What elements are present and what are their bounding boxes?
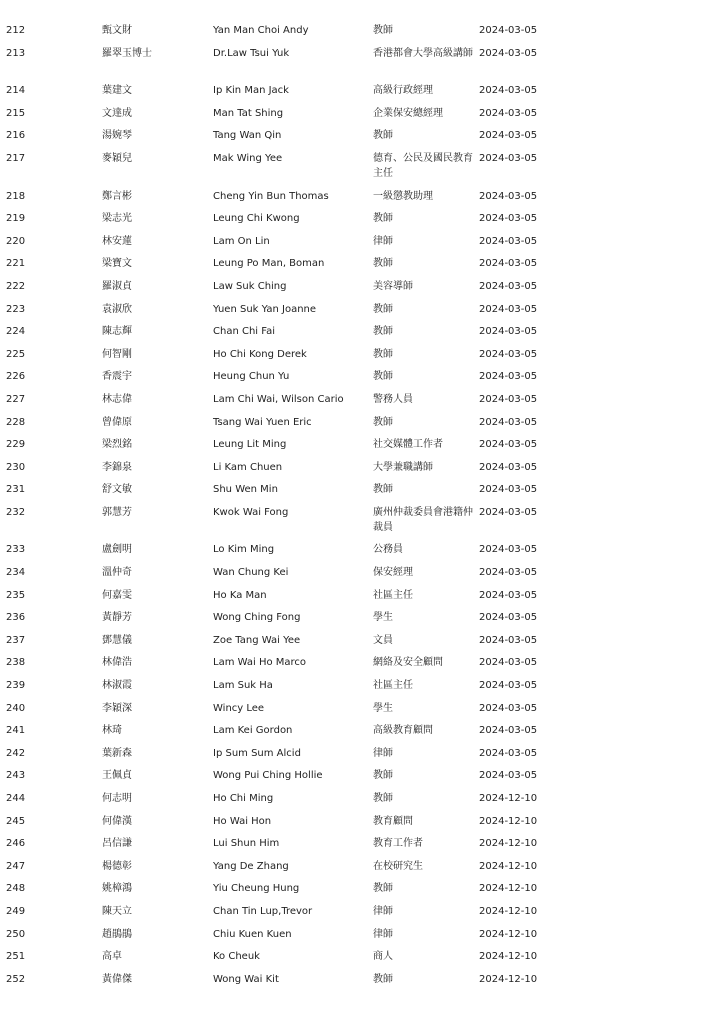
occupation-cell: 在校研究生: [373, 860, 423, 872]
table-row: [0, 565, 724, 588]
row-number-cell: 227: [6, 393, 26, 405]
date-cell: 2024-03-05: [479, 280, 538, 292]
row-number-cell: 243: [6, 770, 26, 782]
occupation-cell: 大學兼職講師: [373, 461, 433, 473]
table-row: [0, 655, 724, 678]
date-cell: 2024-03-05: [479, 107, 538, 119]
table-row: [0, 723, 724, 746]
table-row: [0, 881, 724, 904]
chinese-name-cell: 舒文敏: [102, 484, 132, 496]
date-cell: 2024-12-10: [479, 860, 538, 872]
table-row: [0, 234, 724, 257]
date-cell: 2024-03-05: [479, 770, 538, 782]
occupation-cell: 教師: [373, 484, 393, 496]
chinese-name-cell: 何偉漢: [102, 815, 132, 827]
row-number-cell: 215: [6, 107, 26, 119]
date-cell: 2024-03-05: [479, 152, 538, 164]
date-cell: 2024-12-10: [479, 951, 538, 963]
english-name-cell: Wong Pui Ching Hollie: [213, 770, 323, 782]
chinese-name-cell: 湯婉琴: [102, 130, 132, 142]
chinese-name-cell: 姚樟鴻: [102, 883, 132, 895]
english-name-cell: Lam On Lin: [213, 235, 270, 247]
occupation-cell: 教師: [373, 973, 393, 985]
date-cell: 2024-03-05: [479, 544, 538, 556]
chinese-name-cell: 趙鵑鵑: [102, 928, 132, 940]
table-row: [0, 347, 724, 370]
date-cell: 2024-12-10: [479, 815, 538, 827]
english-name-cell: Shu Wen Min: [213, 484, 278, 496]
occupation-cell: 文員: [373, 634, 393, 646]
row-number-cell: 239: [6, 680, 26, 692]
table-row: [0, 746, 724, 769]
chinese-name-cell: 鄭言彬: [102, 190, 132, 202]
english-name-cell: Leung Lit Ming: [213, 439, 287, 451]
occupation-cell: 企業保安總經理: [373, 107, 443, 119]
row-number-cell: 232: [6, 506, 26, 518]
chinese-name-cell: 王佩貞: [102, 770, 132, 782]
date-cell: 2024-03-05: [479, 439, 538, 451]
table-row: [0, 256, 724, 279]
row-number-cell: 231: [6, 484, 26, 496]
date-cell: 2024-03-05: [479, 657, 538, 669]
chinese-name-cell: 溫仲奇: [102, 567, 132, 579]
english-name-cell: Yang De Zhang: [213, 860, 289, 872]
table-row: [0, 904, 724, 927]
occupation-cell: 教師: [373, 371, 393, 383]
chinese-name-cell: 葉建文: [102, 85, 132, 97]
occupation-cell: 高級教育顧問: [373, 725, 433, 737]
row-number-cell: 241: [6, 725, 26, 737]
occupation-cell: 公務員: [373, 544, 403, 556]
row-number-cell: 235: [6, 589, 26, 601]
english-name-cell: Leung Po Man, Boman: [213, 258, 325, 270]
english-name-cell: Tsang Wai Yuen Eric: [213, 416, 312, 428]
occupation-cell: 保安經理: [373, 567, 413, 579]
english-name-cell: Cheng Yin Bun Thomas: [213, 190, 329, 202]
english-name-cell: Chan Chi Fai: [213, 326, 275, 338]
table-row: [0, 211, 724, 234]
english-name-cell: Ko Cheuk: [213, 951, 260, 963]
occupation-cell: 社交媒體工作者: [373, 439, 443, 451]
occupation-cell: 教育工作者: [373, 838, 423, 850]
english-name-cell: Zoe Tang Wai Yee: [213, 634, 301, 646]
date-cell: 2024-03-05: [479, 258, 538, 270]
table-row: [0, 814, 724, 837]
table-row: [0, 128, 724, 151]
date-cell: 2024-03-05: [479, 303, 538, 315]
chinese-name-cell: 香震宇: [102, 371, 132, 383]
table-row: [0, 83, 724, 106]
date-cell: 2024-03-05: [479, 612, 538, 624]
member-table: [0, 23, 724, 994]
chinese-name-cell: 陳天立: [102, 905, 132, 917]
occupation-cell: 德育、公民及國民教育主任: [373, 152, 473, 179]
row-number-cell: 229: [6, 439, 26, 451]
row-number-cell: 219: [6, 213, 26, 225]
row-number-cell: 213: [6, 47, 26, 59]
chinese-name-cell: 林安蓮: [102, 235, 132, 247]
table-row: [0, 279, 724, 302]
english-name-cell: Chiu Kuen Kuen: [213, 928, 292, 940]
table-row: [0, 791, 724, 814]
date-cell: 2024-03-05: [479, 130, 538, 142]
table-row: [0, 23, 724, 46]
occupation-cell: 教師: [373, 303, 393, 315]
english-name-cell: Yuen Suk Yan Joanne: [213, 303, 317, 315]
occupation-cell: 廣州仲裁委員會港籍仲裁員: [373, 506, 473, 533]
date-cell: 2024-03-05: [479, 506, 538, 518]
chinese-name-cell: 李穎深: [102, 702, 132, 714]
occupation-cell: 教育顧問: [373, 815, 413, 827]
row-number-cell: 212: [6, 25, 26, 36]
table-row: [0, 46, 724, 84]
row-number-cell: 224: [6, 326, 26, 338]
english-name-cell: Tang Wan Qin: [213, 130, 282, 142]
chinese-name-cell: 林琦: [102, 725, 122, 737]
occupation-cell: 教師: [373, 793, 393, 804]
occupation-cell: 社區主任: [373, 589, 413, 601]
row-number-cell: 220: [6, 235, 26, 247]
row-number-cell: 230: [6, 461, 26, 473]
english-name-cell: Ho Chi Kong Derek: [213, 348, 307, 360]
occupation-cell: 教師: [373, 416, 393, 428]
chinese-name-cell: 甄文財: [102, 25, 132, 36]
english-name-cell: Li Kam Chuen: [213, 461, 283, 473]
table-row: [0, 324, 724, 347]
table-row: [0, 610, 724, 633]
occupation-cell: 教師: [373, 213, 393, 225]
occupation-cell: 律師: [373, 905, 393, 917]
chinese-name-cell: 李錦泉: [102, 461, 132, 473]
english-name-cell: Yan Man Choi Andy: [213, 25, 309, 36]
occupation-cell: 警務人員: [373, 393, 413, 405]
english-name-cell: Mak Wing Yee: [213, 152, 283, 164]
row-number-cell: 221: [6, 258, 26, 270]
date-cell: 2024-03-05: [479, 484, 538, 496]
chinese-name-cell: 文達成: [102, 107, 132, 119]
table-row: [0, 927, 724, 950]
table-row: [0, 633, 724, 656]
date-cell: 2024-03-05: [479, 567, 538, 579]
chinese-name-cell: 梁烈銘: [102, 439, 132, 451]
table-row: [0, 542, 724, 565]
english-name-cell: Ip Kin Man Jack: [213, 85, 289, 97]
row-number-cell: 244: [6, 793, 26, 804]
date-cell: 2024-03-05: [479, 371, 538, 383]
row-number-cell: 245: [6, 815, 26, 827]
english-name-cell: Wincy Lee: [213, 702, 265, 714]
occupation-cell: 律師: [373, 747, 393, 759]
occupation-cell: 商人: [373, 951, 393, 963]
row-number-cell: 246: [6, 838, 26, 850]
date-cell: 2024-03-05: [479, 348, 538, 360]
chinese-name-cell: 葉新森: [102, 747, 132, 759]
chinese-name-cell: 何智剛: [102, 348, 132, 360]
table-row: [0, 505, 724, 543]
chinese-name-cell: 羅淑貞: [102, 280, 132, 292]
date-cell: 2024-12-10: [479, 883, 538, 895]
table-row: [0, 106, 724, 129]
date-cell: 2024-03-05: [479, 680, 538, 692]
chinese-name-cell: 何志明: [102, 793, 132, 804]
occupation-cell: 教師: [373, 25, 393, 36]
row-number-cell: 226: [6, 371, 26, 383]
date-cell: 2024-12-10: [479, 973, 538, 985]
date-cell: 2024-03-05: [479, 393, 538, 405]
date-cell: 2024-03-05: [479, 634, 538, 646]
chinese-name-cell: 鄧慧儀: [102, 634, 132, 646]
row-number-cell: 236: [6, 612, 26, 624]
row-number-cell: 251: [6, 951, 26, 963]
date-cell: 2024-03-05: [479, 235, 538, 247]
row-number-cell: 228: [6, 416, 26, 428]
date-cell: 2024-03-05: [479, 326, 538, 338]
row-number-cell: 233: [6, 544, 26, 556]
table-row: [0, 588, 724, 611]
row-number-cell: 248: [6, 883, 26, 895]
date-cell: 2024-03-05: [479, 725, 538, 737]
table-row: [0, 678, 724, 701]
row-number-cell: 218: [6, 190, 26, 202]
chinese-name-cell: 林志偉: [102, 393, 132, 405]
row-number-cell: 247: [6, 860, 26, 872]
chinese-name-cell: 陳志輝: [102, 326, 132, 338]
chinese-name-cell: 黃靜芳: [102, 612, 132, 624]
row-number-cell: 223: [6, 303, 26, 315]
english-name-cell: Heung Chun Yu: [213, 371, 290, 383]
english-name-cell: Ip Sum Sum Alcid: [213, 747, 301, 759]
occupation-cell: 教師: [373, 883, 393, 895]
table-row: [0, 302, 724, 325]
occupation-cell: 網絡及安全顧問: [373, 657, 443, 669]
date-cell: 2024-12-10: [479, 928, 538, 940]
occupation-cell: 教師: [373, 130, 393, 142]
occupation-cell: 教師: [373, 770, 393, 782]
date-cell: 2024-03-05: [479, 702, 538, 714]
chinese-name-cell: 梁寶文: [102, 258, 132, 270]
occupation-cell: 教師: [373, 258, 393, 270]
row-number-cell: 234: [6, 567, 26, 579]
chinese-name-cell: 林淑霞: [102, 680, 132, 692]
english-name-cell: Dr.Law Tsui Yuk: [213, 47, 290, 59]
chinese-name-cell: 郭慧芳: [102, 506, 132, 518]
occupation-cell: 美容導師: [373, 280, 413, 292]
table-row: [0, 859, 724, 882]
english-name-cell: Lam Kei Gordon: [213, 725, 293, 737]
date-cell: 2024-03-05: [479, 47, 538, 59]
english-name-cell: Yiu Cheung Hung: [213, 883, 300, 895]
english-name-cell: Lui Shun Him: [213, 838, 280, 850]
occupation-cell: 律師: [373, 928, 393, 940]
date-cell: 2024-03-05: [479, 25, 538, 36]
chinese-name-cell: 林偉浩: [102, 657, 132, 669]
table-row: [0, 949, 724, 972]
english-name-cell: Leung Chi Kwong: [213, 213, 300, 225]
english-name-cell: Wong Wai Kit: [213, 973, 279, 985]
chinese-name-cell: 何嘉雯: [102, 589, 132, 601]
english-name-cell: Lam Chi Wai, Wilson Cario: [213, 393, 344, 405]
occupation-cell: 學生: [373, 612, 393, 624]
occupation-cell: 社區主任: [373, 680, 413, 692]
date-cell: 2024-03-05: [479, 461, 538, 473]
chinese-name-cell: 呂信謙: [102, 838, 132, 850]
chinese-name-cell: 袁淑欣: [102, 303, 132, 315]
table-row: [0, 437, 724, 460]
occupation-cell: 一級懲教助理: [373, 190, 433, 202]
row-number-cell: 252: [6, 973, 26, 985]
row-number-cell: 216: [6, 130, 26, 142]
row-number-cell: 238: [6, 657, 26, 669]
table-row: [0, 189, 724, 212]
occupation-cell: 教師: [373, 348, 393, 360]
table-row: [0, 768, 724, 791]
row-number-cell: 225: [6, 348, 26, 360]
table-row: [0, 151, 724, 189]
date-cell: 2024-03-05: [479, 589, 538, 601]
date-cell: 2024-12-10: [479, 838, 538, 850]
chinese-name-cell: 羅翠玉博士: [102, 47, 152, 59]
row-number-cell: 214: [6, 85, 26, 97]
english-name-cell: Ho Ka Man: [213, 589, 267, 601]
english-name-cell: Ho Wai Hon: [213, 815, 272, 827]
english-name-cell: Wan Chung Kei: [213, 567, 289, 579]
member-table-body: [0, 23, 724, 994]
table-row: [0, 415, 724, 438]
table-row: [0, 482, 724, 505]
english-name-cell: Wong Ching Fong: [213, 612, 301, 624]
english-name-cell: Man Tat Shing: [213, 107, 284, 119]
table-row: [0, 972, 724, 995]
date-cell: 2024-03-05: [479, 747, 538, 759]
date-cell: 2024-03-05: [479, 85, 538, 97]
chinese-name-cell: 麥穎兒: [102, 152, 132, 164]
chinese-name-cell: 黃偉傑: [102, 973, 132, 985]
date-cell: 2024-12-10: [479, 793, 538, 804]
english-name-cell: Chan Tin Lup,Trevor: [213, 905, 313, 917]
date-cell: 2024-12-10: [479, 905, 538, 917]
english-name-cell: Law Suk Ching: [213, 280, 287, 292]
chinese-name-cell: 楊德彰: [102, 860, 132, 872]
row-number-cell: 250: [6, 928, 26, 940]
chinese-name-cell: 高卓: [102, 951, 122, 963]
occupation-cell: 律師: [373, 235, 393, 247]
table-row: [0, 460, 724, 483]
row-number-cell: 237: [6, 634, 26, 646]
table-row: [0, 836, 724, 859]
row-number-cell: 240: [6, 702, 26, 714]
occupation-cell: 教師: [373, 326, 393, 338]
row-number-cell: 249: [6, 905, 26, 917]
occupation-cell: 學生: [373, 702, 393, 714]
english-name-cell: Kwok Wai Fong: [213, 506, 289, 518]
date-cell: 2024-03-05: [479, 190, 538, 202]
table-row: [0, 369, 724, 392]
date-cell: 2024-03-05: [479, 416, 538, 428]
row-number-cell: 242: [6, 747, 26, 759]
english-name-cell: Lam Suk Ha: [213, 680, 273, 692]
date-cell: 2024-03-05: [479, 213, 538, 225]
chinese-name-cell: 曾偉原: [102, 416, 132, 428]
english-name-cell: Lam Wai Ho Marco: [213, 657, 307, 669]
chinese-name-cell: 梁志光: [102, 213, 132, 225]
english-name-cell: Lo Kim Ming: [213, 544, 275, 556]
table-row: [0, 701, 724, 724]
chinese-name-cell: 盧劍明: [102, 544, 132, 556]
english-name-cell: Ho Chi Ming: [213, 793, 274, 804]
row-number-cell: 222: [6, 280, 26, 292]
row-number-cell: 217: [6, 152, 26, 164]
occupation-cell: 香港都會大學高級講師: [373, 47, 473, 59]
table-row: [0, 392, 724, 415]
occupation-cell: 高級行政經理: [373, 85, 433, 97]
